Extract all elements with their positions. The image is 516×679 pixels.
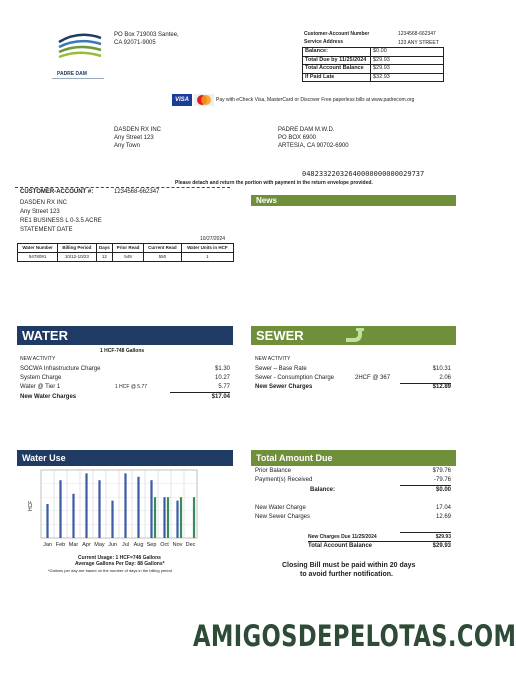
chart-bar-jul: [124, 473, 126, 538]
chart-bar-oct: [163, 497, 165, 538]
new-water-charge-row: New Water Charge 17.04: [255, 505, 451, 511]
average-gallons-note: Average Gallons Per Day: 88 Gallons*: [75, 561, 165, 567]
summary-row-total-balance: Total Account Balance $29.93: [303, 65, 443, 74]
chart-bar-mar: [72, 494, 74, 538]
current-usage-note: Current Usage: 1 HCF=748 Gallons: [78, 555, 161, 561]
chart-x-label-aug: Aug: [133, 542, 144, 548]
statement-date-label: STATEMENT DATE: [20, 227, 73, 233]
new-charges-due-row: New Charges Due 11/25/2024 $29.93: [308, 534, 451, 540]
gallons-footnote: *Gallons per day are based on the number of days in the billing period: [48, 568, 172, 573]
chart-bar-aug: [137, 477, 139, 538]
prior-balance-row: Prior Balance $79.76: [255, 468, 451, 474]
sewer-charge-row-base: Sewer – Base Rate $10.31: [255, 366, 451, 372]
water-total-rule: [170, 392, 230, 393]
water-charge-row-tier1: Water @ Tier 1 1 HCF @ 5.77 5.77: [20, 384, 230, 390]
account-number-label: Customer-Account Number: [304, 31, 370, 37]
chart-bar-nov: [176, 501, 178, 538]
sewer-new-activity: NEW ACTIVITY: [255, 356, 291, 362]
chart-x-label-sep: Sep: [146, 542, 157, 548]
col-prior-read: Prior Read: [113, 244, 144, 253]
sewer-total-row: New Sewer Charges $12.89: [255, 384, 451, 390]
chart-bar-oct: [167, 497, 169, 538]
summary-row-balance: Balance: $0.00: [303, 48, 443, 57]
payments-row: Payment(s) Received -79.76: [255, 477, 451, 483]
balance-summary-box: [302, 47, 444, 82]
account-number-value: 1234568-662347: [398, 31, 436, 37]
payment-options-text: Pay with eCheck Visa, MasterCard or Discover Free paperless bills at www.padrecom.org: [216, 97, 415, 103]
total-due-header: Total Amount Due: [251, 450, 456, 466]
chart-x-label-jan: Jan: [43, 542, 52, 548]
chart-x-label-apr: Apr: [82, 542, 91, 548]
balance-row: Balance: $0.00: [310, 487, 451, 493]
chart-x-label-feb: Feb: [55, 542, 66, 548]
chart-bar-jun: [111, 501, 113, 538]
col-billing-period: Billing Period: [58, 244, 96, 253]
closing-note-line1: Closing Bill must be paid within 20 days: [282, 562, 416, 569]
chart-bar-may: [98, 480, 100, 538]
summary-row-total-due: Total Due by 11/25/2024 $29.93: [303, 57, 443, 66]
chart-x-label-jul: Jul: [121, 542, 130, 548]
sender-address-line1: PO Box 719003 Santee,: [114, 32, 179, 38]
chart-x-label-nov: Nov: [172, 542, 183, 548]
service-address-label: Service Address: [304, 39, 344, 45]
chart-bar-nov: [180, 497, 182, 538]
visa-card-icon: VISA: [172, 94, 192, 106]
water-gallons-note: 1 HCF-748 Gallons: [100, 348, 145, 354]
remit-name: PADRE DAM M.W.D.: [278, 127, 335, 133]
padre-dam-logo: [55, 28, 105, 70]
col-current-read: Current Read: [143, 244, 181, 253]
chart-bar-apr: [85, 473, 87, 538]
chart-x-label-dec: Dec: [185, 542, 196, 548]
new-charges-rule: [400, 532, 451, 533]
customer-business: RE1 BUSINESS L 0-3.5 ACRE: [20, 218, 102, 224]
from-street: Any Street 123: [114, 135, 154, 141]
detach-note: Please detach and return the portion with payment in the return envelope provided.: [175, 180, 373, 186]
chart-x-label-may: May: [94, 542, 105, 548]
statement-date-value: 10/27/2024: [200, 236, 226, 242]
chart-x-label-mar: Mar: [68, 542, 79, 548]
table-header-row: [18, 244, 234, 253]
sewer-charge-row-consumption: Sewer - Consumption Charge 2HCF @ 367 2.06: [255, 375, 451, 381]
mastercard-icon: [194, 94, 214, 106]
total-account-balance-row: Total Account Balance $29.93: [308, 543, 451, 549]
logo-underline: [52, 78, 104, 79]
col-days: Days: [96, 244, 112, 253]
closing-note-line2: to avoid further notification.: [300, 571, 393, 578]
water-header: WATER: [17, 326, 233, 345]
watermark-text: AMIGOSDEPELOTAS.COM: [193, 619, 516, 653]
meter-read-table: [17, 243, 234, 262]
customer-account-value: 1234568-662347: [114, 189, 160, 195]
table-row: 9478091 10/12-10/23 12 549 550 1: [18, 253, 234, 262]
chart-bar-dec: [193, 497, 195, 538]
from-city: Any Town: [114, 143, 140, 149]
scanline-barcode: 04823322032640000000000029737: [302, 170, 425, 178]
total-balance-rule: [308, 541, 451, 542]
chart-bar-sep: [154, 497, 156, 538]
col-water-number: Water Number: [18, 244, 58, 253]
chart-bars: [46, 473, 195, 538]
pipe-icon: [344, 328, 366, 344]
water-charge-row-system: System Charge 10.27: [20, 375, 230, 381]
water-use-chart: [17, 466, 233, 552]
chart-bar-sep: [150, 480, 152, 538]
chart-x-labels: [43, 542, 196, 548]
detach-line: [15, 187, 230, 188]
water-use-header: Water Use: [17, 450, 233, 466]
news-header: News: [251, 195, 456, 206]
balance-rule: [400, 485, 451, 486]
sender-address-line2: CA 92071-9005: [114, 40, 156, 46]
customer-name: DASDEN RX INC: [20, 200, 68, 206]
service-address-value: 123 ANY STREET: [398, 40, 439, 46]
customer-street: Any Street 123: [20, 209, 60, 215]
logo-text: PADRE DAM: [57, 71, 87, 77]
col-water-units: Water Units in HCF: [181, 244, 233, 253]
water-new-activity: NEW ACTIVITY: [20, 356, 56, 362]
chart-grid: [41, 470, 197, 538]
new-sewer-charge-row: New Sewer Charges 12.69: [255, 514, 451, 520]
from-name: DASDEN RX INC: [114, 127, 162, 133]
water-total-row: New Water Charges $17.04: [20, 394, 230, 400]
chart-x-label-jun: Jun: [108, 542, 117, 548]
summary-row-if-paid-late: If Paid Late $32.93: [305, 73, 390, 80]
remit-city: ARTESIA, CA 90702-6900: [278, 143, 349, 149]
chart-bar-feb: [59, 480, 61, 538]
chart-x-label-oct: Oct: [160, 542, 169, 548]
remit-box: PO BOX 6900: [278, 135, 317, 141]
customer-account-label: CUSTOMER-ACCOUNT #:: [20, 189, 94, 195]
chart-bar-jan: [46, 504, 48, 538]
sewer-title: SEWER: [256, 328, 304, 343]
water-charge-row-socwa: SOCWA Infrastructure Charge $1.30: [20, 366, 230, 372]
chart-y-label: HCF: [28, 500, 34, 511]
